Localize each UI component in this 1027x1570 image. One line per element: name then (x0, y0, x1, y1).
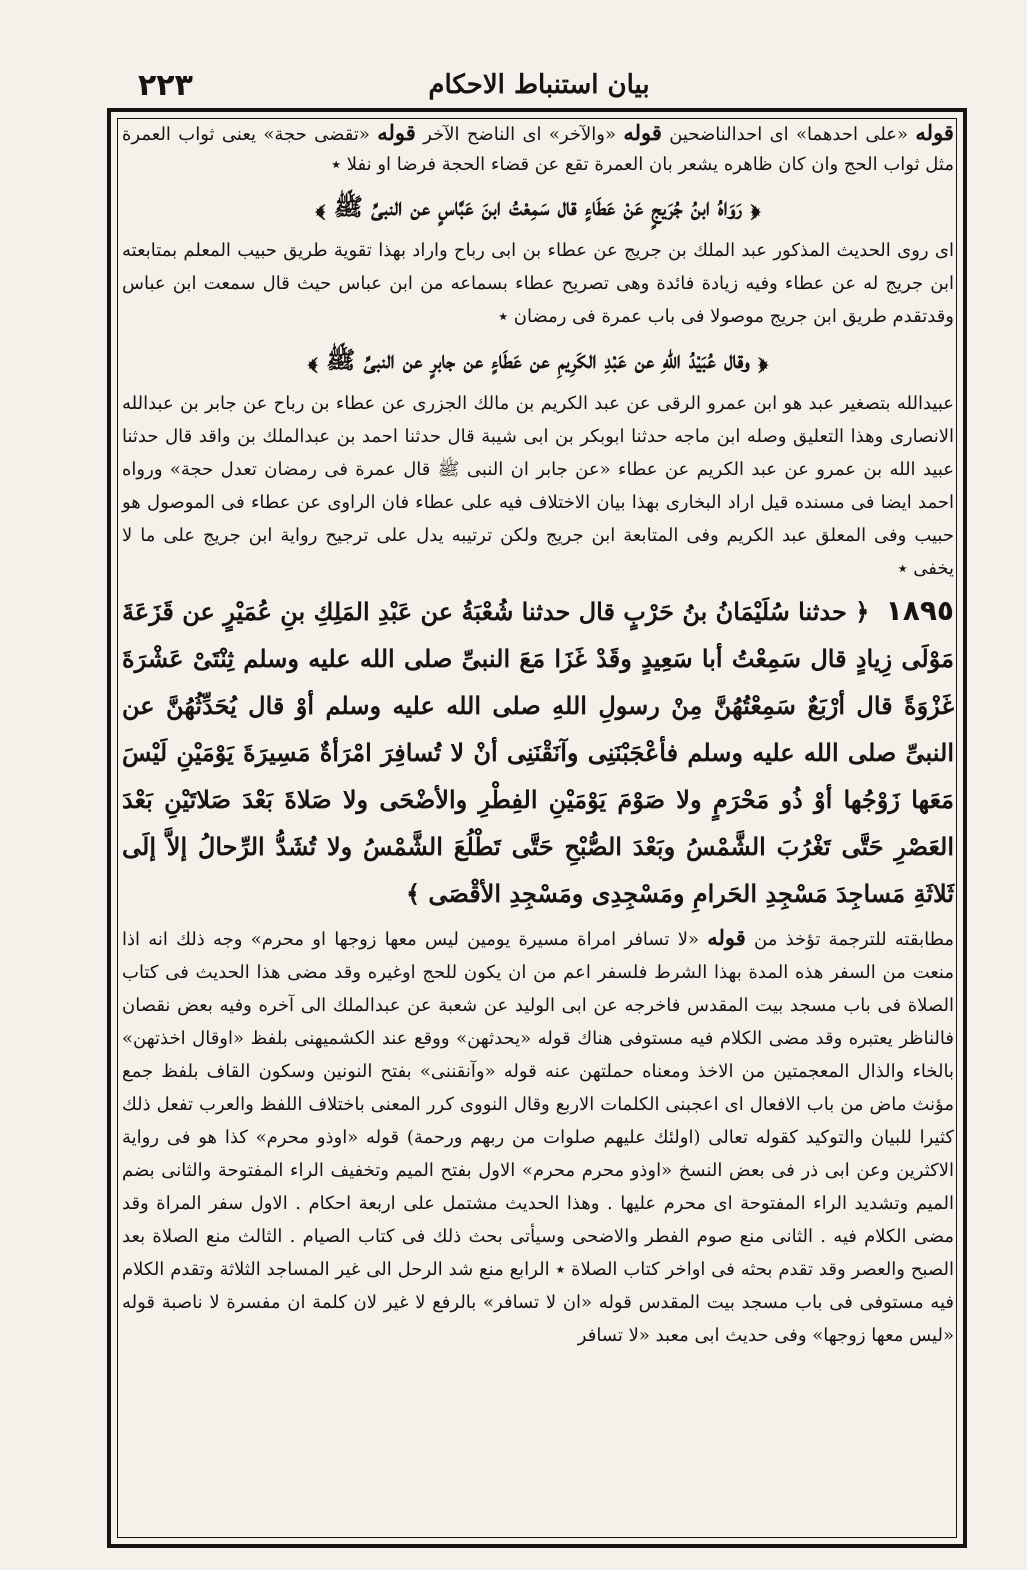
commentary-text: «والآخر» اى الناضح الآخر (423, 124, 616, 145)
page-body (114, 118, 962, 1542)
commentary-text: «على احدهما» اى احدالناضحين (669, 124, 909, 145)
running-title: بيان استنباط الاحكام (428, 70, 650, 100)
hadith-heading-ubaydullah: ﴿ وقال عُبَيْدُ اللهِ عن عَبْدِ الكَرِيمِ عن عَطَاءٍ عن جابرٍ عن النبىِّ ﷺ ﴾ (308, 345, 768, 374)
hadith-heading-ibn-jurayj: ﴿ رَوَاهُ ابنُ جُرَيجٍ عَنْ عَطَاءٍ قال سَمِعْتُ ابنَ عَبَّاسٍ عن النبىِّ ﷺ ﴾ (315, 192, 761, 221)
page-number: ٢٢٣ (138, 68, 193, 103)
commentary-paragraph-3: عبيدالله بتصغير عبد هو ابن عمرو الرقى عن عبد الكريم بن مالك الجزرى عن عطاء بن رباح عن جابر بن عبدالله الانصارى وهذا التعليق وصله ابن ماجه حدثنا ابوبكر بن ابى شيبة قال حدثنا احمد بن عبدالملك بن واقد قال حدثنا عبيد الله بن عمرو عن عبد الكريم عن عطاء «عن جابر ان النبى ﷺ قال عمرة فى رمضان تعدل حجة» ورواه احمد ايضا فى مسنده قيل اراد البخارى بهذا بيان الاختلاف فيه على عطاء فان الراوى عن عطاء فى الموصول هو حبيب وفى المعلق عبد الكريم وفى المتابعة ابن جريج ولكن ترتيبه يدل على ترجيح رواية ابن جريج على ما لا يخفى ٭ (122, 393, 954, 579)
commentary-text: «تقضى حجة» يعنى ثواب العمرة مثل ثواب الحج وان كان ظاهره يشعر بان العمرة تقع عن قضاء الحجة فرضا او نفلا ٭ (122, 124, 954, 175)
commentary-text: «لا تسافر امراة مسيرة يومين ليس معها زوجها او محرم» وجه ذلك انه اذا منعت من السفر هذه المدة بهذا الشرط فلسفر اعم من ان يكون للحج اوغيره وقد مضى هذا الحديث فى كتاب الصلاة فى باب مسجد بيت المقدس فاخرجه عن ابى الوليد عن شعبة عن عبدالملك الى آخره وفيه بعض نقصان فالناظر يعتبره وقد مضى الكلام فيه مستوفى هناك قوله «يحدثهن» ووقع عند الكشميهنى بلفظ «اوقال اخذتهن» بالخاء والذال المعجمتين من الاخذ ومعناه حملتهن عنه قوله «وآنقننى» بفتح النونين وسكون القاف بلفظ جمع مؤنث ماض من باب الافعال اى اعجبنى الكلمات الاربع وقال النووى كرر المعنى باختلاف اللفظ والعرب تفعل ذلك كثيرا للبيان والتوكيد كقوله تعالى (اولئك عليهم صلوات من ربهم ورحمة) قوله «اوذو محرم» كذا هو فى رواية الاكثرين وعن ابى ذر فى بعض النسخ «اوذو محرم محرم» الاول بفتح الميم وتخفيف الراء المفتوحة والثانى بضم الميم وتشديد الراء المفتوحة اى محرم عليها . وهذا الحديث مشتمل على اربعة احكام . الاول سفر المراة وقد مضى الكلام فيه . الثانى منع صوم الفطر والاضحى وسيأتى بحث ذلك فى كتاب الصيام . الثالث منع الصلاة بعد الصبح والعصر وقد تقدم بحثه فى اواخر كتاب الصلاة ٭ الرابع منع شد الرحل الى غير المساجد الثلاثة وتقدم الكلام فيه مستوفى فى باب مسجد بيت المقدس قوله «ان لا تسافر» بالرفع لا غير لان كلمة ان مفسرة لا ناصبة قوله «ليس معها زوجها» وفى حديث ابى معبد «لا تسافر (122, 929, 955, 1346)
keyword-qawluhu: قوله (915, 120, 954, 145)
commentary-paragraph-1 (122, 118, 954, 180)
keyword-qawluhu: قوله (377, 120, 416, 145)
hadith-number: ١٨٩٥ (885, 594, 954, 627)
commentary-text: مطابقته للترجمة تؤخذ من (754, 929, 954, 950)
keyword-qawluhu: قوله (623, 120, 662, 145)
commentary-paragraph-4 (122, 921, 954, 1352)
hadith-text (122, 587, 954, 917)
hadith-body: ﴿ حدثنا سُلَيْمَانُ بنُ حَرْبٍ قال حدثنا شُعْبَةُ عن عَبْدِ المَلِكِ بنِ عُمَيْرٍ عن قَزَعَةَ مَوْلَى زِيادٍ قال سَمِعْتُ أبا سَعِيدٍ وقَدْ غَزَا مَعَ النبىِّ صلى الله عليه وسلم ثِنْتَىْ عَشْرَةَ غَزْوَةً قال أرْبَعٌ سَمِعْتُهُنَّ مِنْ رسولِ اللهِ صلى الله عليه وسلم أوْ قال يُحَدِّثُهُنَّ عن النبىِّ صلى الله عليه وسلم فأعْجَبْنَنِى وآنَقْنَنِى أنْ لا تُسافِرَ امْرَأةٌ مَسِيرَةَ يَوْمَيْنِ لَيْسَ مَعَها زَوْجُها أوْ ذُو مَحْرَمٍ ولا صَوْمَ يَوْمَيْنِ الفِطْرِ والأضْحَى ولا صَلاةَ بَعْدَ صَلاتَيْنِ بَعْدَ العَصْرِ حَتَّى تَغْرُبَ الشَّمْسُ وبَعْدَ الصُّبْحِ حَتَّى تَطْلُعَ الشَّمْسُ ولا تُشَدُّ الرِّحالُ إلاَّ إلَى ثَلاثَةِ مَساجِدَ مَسْجِدِ الحَرامِ ومَسْجِدِى ومَسْجِدِ الأقْصَى ﴾ (122, 597, 955, 908)
keyword-qawluhu: قوله (707, 925, 746, 950)
page-header (110, 66, 968, 106)
commentary-paragraph-2: اى روى الحديث المذكور عبد الملك بن جريج عن عطاء بن ابى رباح واراد بهذا تقوية طريق حبيب المعلم بمتابعته ابن جريج له عن عطاء وفيه زيادة فائدة وهى تصريح عطاء بسماعه من ابن عباس حيث قال سمعت ابن عباس وقدتقدم طريق ابن جريج موصولا فى باب عمرة فى رمضان ٭ (122, 240, 954, 327)
